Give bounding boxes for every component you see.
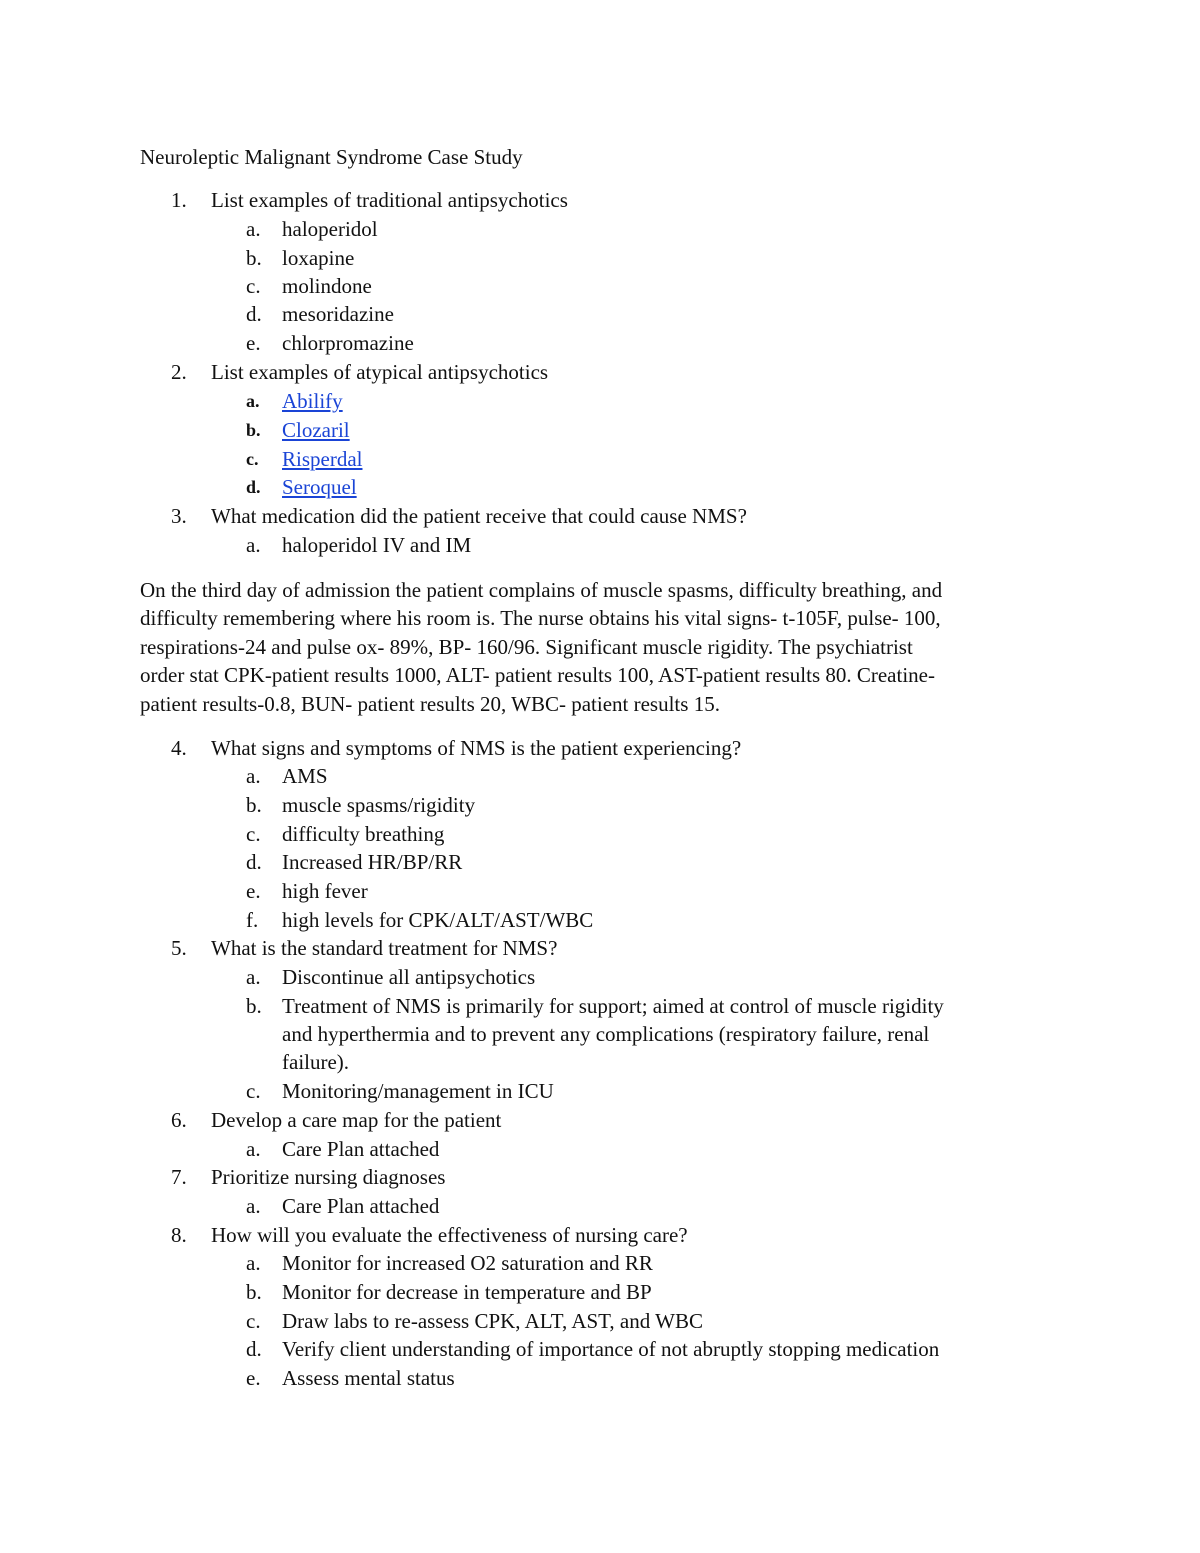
answer-text: chlorpromazine (282, 331, 414, 355)
answer-letter: c. (246, 274, 261, 298)
answer-text: Care Plan attached (282, 1194, 440, 1218)
question-number: 1. (171, 188, 187, 212)
abilify-link[interactable]: Abilify (282, 389, 343, 413)
answer-letter: a. (246, 1194, 261, 1218)
question-text: What medication did the patient receive that could cause NMS? (211, 504, 747, 528)
case-paragraph-line: difficulty remembering where his room is. The nurse obtains his vital signs- t-105F, pulse- 100, (140, 606, 941, 630)
answer-letter: a. (246, 1137, 261, 1161)
question-text: Develop a care map for the patient (211, 1108, 502, 1132)
answer-text: muscle spasms/rigidity (282, 793, 476, 817)
question-number: 4. (171, 736, 187, 760)
answer-letter: b. (246, 793, 262, 817)
answer-letter: b. (246, 994, 262, 1018)
answer-letter: a. (246, 1251, 261, 1275)
case-paragraph-line: patient results-0.8, BUN- patient results 20, WBC- patient results 15. (140, 692, 720, 716)
answer-letter: d. (246, 1337, 262, 1361)
answer-text: molindone (282, 274, 372, 298)
question-text: List examples of atypical antipsychotics (211, 360, 549, 384)
answer-text-line: failure). (282, 1050, 350, 1074)
answer-text: Monitor for decrease in temperature and BP (282, 1280, 652, 1304)
answer-text: AMS (282, 764, 328, 788)
answer-letter: b. (246, 420, 261, 440)
answer-text: Verify client understanding of importance of not abruptly stopping medication (282, 1337, 940, 1361)
question-text: How will you evaluate the effectiveness of nursing care? (211, 1223, 688, 1247)
answer-letter: b. (246, 1280, 262, 1304)
answer-text: high levels for CPK/ALT/AST/WBC (282, 908, 594, 932)
answer-letter: e. (246, 331, 261, 355)
answer-letter: c. (246, 1079, 261, 1103)
answer-letter: f. (246, 908, 259, 932)
answer-letter: d. (246, 477, 261, 497)
answer-letter: e. (246, 879, 261, 903)
case-paragraph-line: order stat CPK-patient results 1000, ALT- patient results 100, AST-patient results 80. Creatine- (140, 663, 935, 687)
answer-text: Care Plan attached (282, 1137, 440, 1161)
answer-letter: a. (246, 965, 261, 989)
case-paragraph-line: respirations-24 and pulse ox- 89%, BP- 160/96. Significant muscle rigidity. The psychiatrist (140, 635, 913, 659)
answer-text: Discontinue all antipsychotics (282, 965, 536, 989)
question-text: List examples of traditional antipsychotics (211, 188, 568, 212)
document-title: Neuroleptic Malignant Syndrome Case Study (140, 145, 523, 169)
answer-letter: a. (246, 217, 261, 241)
question-number: 3. (171, 504, 187, 528)
case-paragraph-line: On the third day of admission the patient complains of muscle spasms, difficulty breathing, and (140, 578, 943, 602)
answer-text: Monitor for increased O2 saturation and RR (282, 1251, 653, 1275)
answer-letter: a. (246, 391, 260, 411)
answer-text: difficulty breathing (282, 822, 445, 846)
answer-letter: a. (246, 533, 261, 557)
answer-letter: b. (246, 246, 262, 270)
answer-text: high fever (282, 879, 368, 903)
answer-text: haloperidol (282, 217, 378, 241)
question-number: 8. (171, 1223, 187, 1247)
answer-text-line: and hyperthermia and to prevent any complications (respiratory failure, renal (282, 1022, 930, 1046)
answer-letter: c. (246, 449, 259, 469)
risperdal-link[interactable]: Risperdal (282, 447, 363, 471)
answer-letter: c. (246, 1309, 261, 1333)
question-number: 5. (171, 936, 187, 960)
answer-text: Increased HR/BP/RR (282, 850, 463, 874)
answer-letter: a. (246, 764, 261, 788)
clozaril-link[interactable]: Clozaril (282, 418, 350, 442)
answer-letter: d. (246, 850, 262, 874)
question-number: 7. (171, 1165, 187, 1189)
answer-text: loxapine (282, 246, 355, 270)
question-text: What signs and symptoms of NMS is the patient experiencing? (211, 736, 742, 760)
answer-text: Monitoring/management in ICU (282, 1079, 554, 1103)
question-text: Prioritize nursing diagnoses (211, 1165, 446, 1189)
seroquel-link[interactable]: Seroquel (282, 475, 357, 499)
question-text: What is the standard treatment for NMS? (211, 936, 558, 960)
answer-letter: e. (246, 1366, 261, 1390)
question-number: 6. (171, 1108, 187, 1132)
question-number: 2. (171, 360, 187, 384)
answer-text-line: Treatment of NMS is primarily for support; aimed at control of muscle rigidity (282, 994, 944, 1018)
answer-letter: c. (246, 822, 261, 846)
answer-text: Draw labs to re-assess CPK, ALT, AST, and WBC (282, 1309, 703, 1333)
answer-letter: d. (246, 302, 262, 326)
answer-text: Assess mental status (282, 1366, 455, 1390)
answer-text: haloperidol IV and IM (282, 533, 472, 557)
answer-text: mesoridazine (282, 302, 394, 326)
